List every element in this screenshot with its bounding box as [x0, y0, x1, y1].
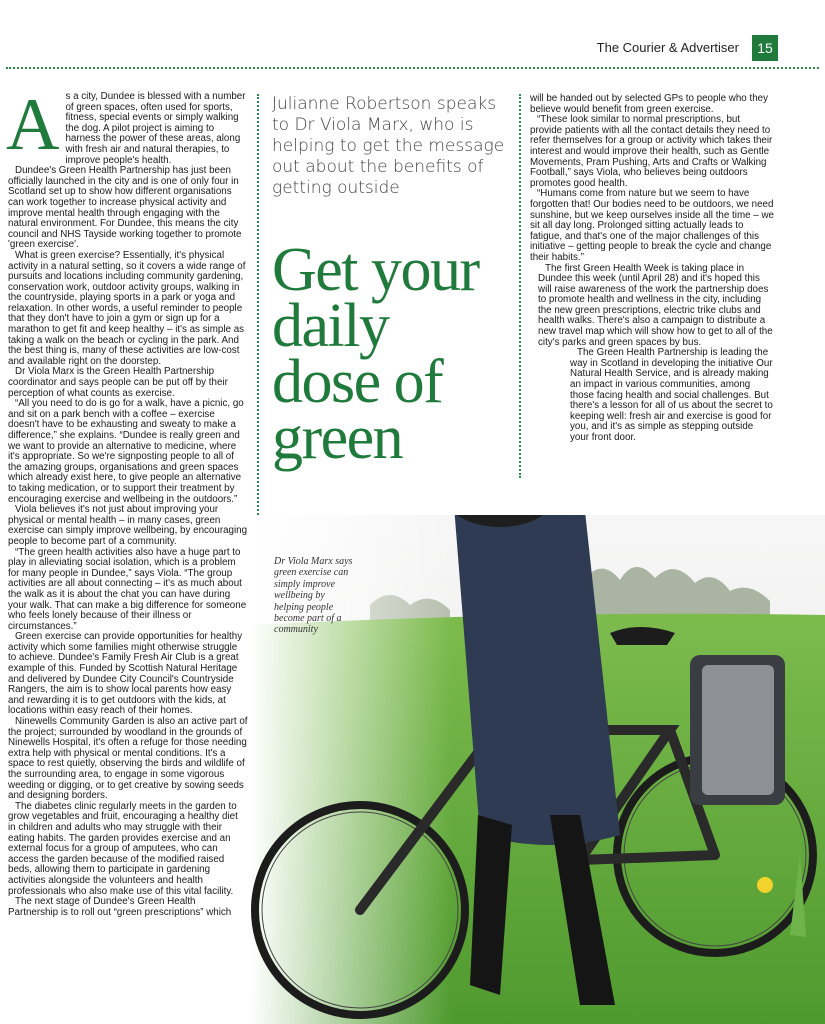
drop-cap: A — [6, 84, 60, 166]
paragraph: “Humans come from nature but we seem to have forgotten that! Our bodies need to be outdoors, we need sunshine, but we keep ourselves inside all the time – we sit all day long. Prolonged sitting actually leads to fatigue, and that's one of the major challenges of this initiative – getting people to break the cycle and change their habits.” — [530, 188, 774, 263]
paragraph: The next stage of Dundee's Green Health Partnership is to roll out “green prescriptions” which — [8, 896, 232, 918]
paragraph: The diabetes clinic regularly meets in the garden to grow vegetables and fruit, encouraging a healthy diet in children and adults who may struggle with their eating habits. The garden provides exercise and an external focus for a group of amputees, who can access the garden because of the modified raised beds, allowing them to participate in gardening activities alongside the volunteers and health professionals who also make use of this vital facility. — [8, 800, 238, 897]
header-rule — [6, 67, 819, 69]
paragraph: s a city, Dundee is blessed with a number of green spaces, often used for sports, fitness, special events or simply walking the dog. A pilot project is aiming to harness the power of these areas, along with fresh air and natural therapies, to improve people's health. — [65, 91, 246, 166]
article-column-3 — [530, 94, 774, 444]
paragraph: Dundee's Green Health Partnership has just been officially launched in the city and is one of only four in Scotland set up to show how different organisations can work together to increase physical activity and improve mental health through engaging with the natural environment. For Dundee, this means the city council and NHS Tayside working together to promote 'green exercise'. — [8, 165, 242, 251]
paragraph: “The green health activities also have a huge part to play in alleviating social isolation, which is a problem for many people in Dundee,” says Viola. “The group activities are all about connecting – it's as much about the walk as it is about the chat you can have during your walk. That can make a big difference for someone who feels lonely because of their illness or circumstances.” — [8, 546, 247, 632]
paragraph: The Green Health Partnership is leading the way in Scotland in developing the initiative Our Natural Health Service, and is already making an impact in various communities, among those facing health and social challenges. But there's a lesson for all of us about the secret to keeping well: fresh air and exercise is good for you, and it's as simple as stepping outside your front door. — [570, 347, 773, 443]
article-column-1 — [6, 84, 248, 918]
paragraph: “All you need to do is go for a walk, have a picnic, go and sit on a park bench with a coffee – exercise doesn't have to be exhausting and sweaty to make a difference,” she explains. “Dundee is really green and we want to provide an alternative to medicine, where it's appropriate. So we're signposting people to all of the amazing groups, organisations and green spaces which already exist here, to give people an alternative to taking medication, or to support their treatment by encouraging exercise and wellbeing in the outdoors.” — [8, 398, 244, 505]
paragraph: What is green exercise? Essentially, it's physical activity in a natural setting, so it covers a wide range of pursuits and locations including community gardening, conservation work, outdoor activity groups, walking in the countryside, playing sports in a park or yoga and relaxation. In other words, a useful reminder to people that they don't have to join a gym or sign up for a marathon to get fit and keep healthy – it's as simple as taking a walk on the beach or cycling in the park. And the best thing is, many of these activities are low-cost and available right on the doorstep. — [8, 249, 246, 367]
paragraph: “These look similar to normal prescriptions, but provide patients with all the contact details they need to refer themselves for a group or activity which takes their interest and would improve their health, such as Gentle Movements, Pram Pushing, Arts and Crafts or Walking Football,” says Viola, who believes being outdoors promotes good health. — [530, 114, 773, 189]
page-number: 15 — [752, 35, 778, 61]
paragraph: Green exercise can provide opportunities for healthy activity which some families might otherwise struggle to achieve. Dundee's Family Fresh Air Club is a great example of this. Funded by Scottish Natural Heritage and delivered by Dundee City Council's Countryside Rangers, the aim is to show local parents how easy and rewarding it is to get outdoors with the kids, at locations within easy reach of their homes. — [8, 631, 243, 717]
paragraph: Ninewells Community Garden is also an active part of the project; surrounded by woodland in the grounds of Ninewells Hospital, it's often a refuge for those needing extra help with physical or mental conditions. It's a space to rest quietly, observing the birds and wildlife of the surrounding area, to engage in some vigorous weeding or digging, or to get creative by sowing seeds and designing borders. — [8, 716, 248, 802]
paragraph: Viola believes it's not just about improving your physical or mental health – in many cases, green exercise can simply improve wellbeing, by encouraging people to become part of a community. — [8, 504, 248, 547]
standfirst: Julianne Robertson speaks to Dr Viola Marx, who is helping to get the message out about the benefits of getting outside — [272, 94, 505, 198]
masthead — [0, 0, 825, 70]
paragraph: The first Green Health Week is taking place in Dundee this week (until April 28) and it's hoped this will raise awareness of the work the partnership does to promote health and wellness in the city, including the new green prescriptions, electric trike clubs and health walks. There's also a campaign to distribute a new travel map which will show how to get to all of the city's parks and green spaces by bus. — [538, 262, 773, 348]
headline-line: Get your — [272, 236, 479, 304]
headline-line: daily — [272, 292, 389, 360]
publication-name: The Courier & Advertiser — [596, 40, 739, 55]
headline — [272, 236, 532, 472]
paragraph: will be handed out by selected GPs to people who they believe would benefit from green exercise. — [530, 93, 769, 115]
photo-caption: Dr Viola Marx says green exercise can simply improve wellbeing by helping people become part of a community — [274, 556, 353, 636]
headline-line: green — [272, 404, 403, 472]
headline-line: dose of — [272, 348, 443, 416]
paragraph: Dr Viola Marx is the Green Health Partnership coordinator and says people can be put off by their perception of what counts as exercise. — [8, 366, 228, 399]
